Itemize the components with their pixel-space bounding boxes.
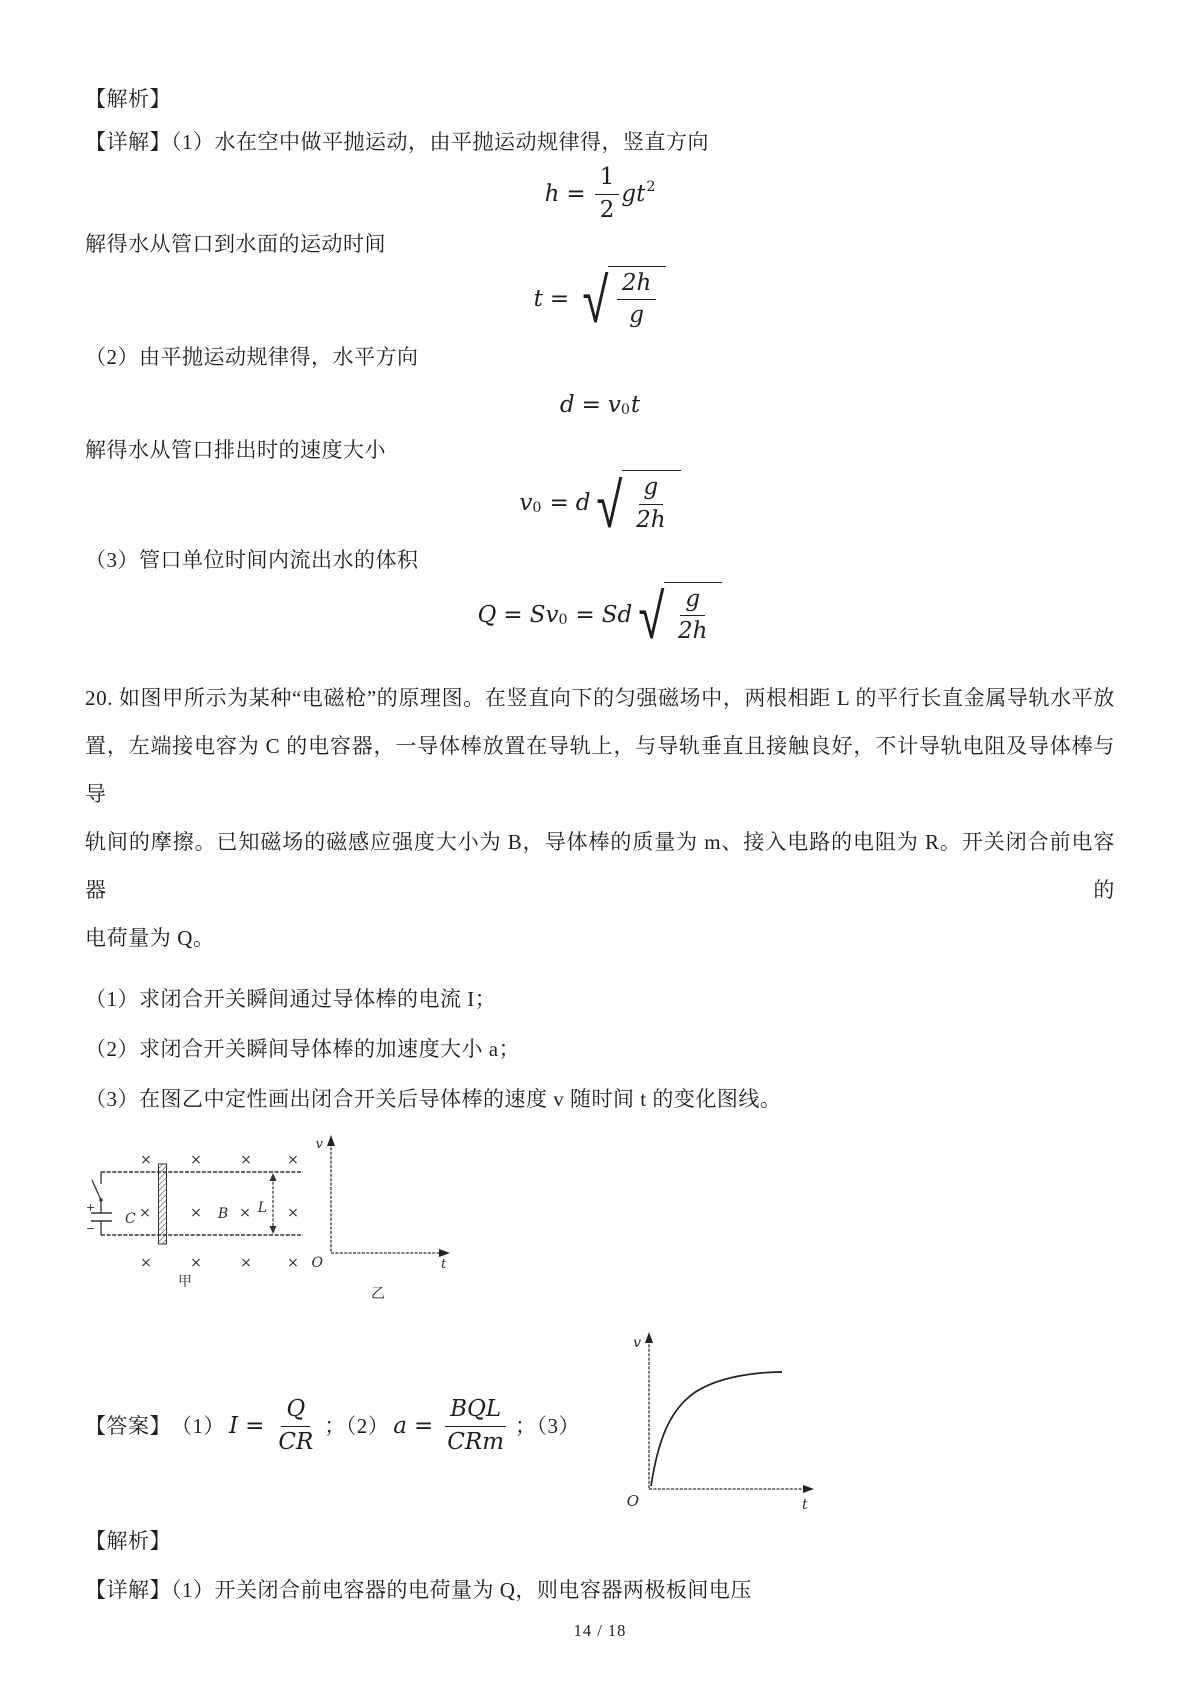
page-number: 14 / 18	[573, 1621, 627, 1640]
part2-line: （2）由平抛运动规律得，水平方向	[85, 345, 419, 369]
problem-20-line-2: 置，左端接电容为 C 的电容器，一导体棒放置在导轨上，与导轨垂直且接触良好，不计导轨电阻及导体棒与导	[85, 734, 1115, 806]
fraction-g-2h	[631, 474, 670, 535]
square-root	[634, 579, 722, 654]
equals-sign: =	[575, 601, 595, 628]
problem-20-line-4: 电荷量为 Q。	[85, 926, 215, 950]
numerator: g	[639, 474, 664, 505]
field-label: B	[217, 1206, 229, 1222]
capacitor-minus-label: −	[86, 1222, 96, 1235]
answer-vt-graph	[606, 1329, 821, 1521]
var-gt: gt	[621, 181, 646, 208]
empty-axes-yi	[293, 1130, 458, 1310]
formula-flow-math	[477, 579, 723, 654]
field-cross-icon: ×	[287, 1205, 299, 1221]
field-cross-icon: ×	[139, 1205, 151, 1221]
formula-height-math	[545, 164, 656, 225]
formula-distance	[85, 387, 1115, 423]
answer-part1-marker: （1）	[171, 1413, 225, 1438]
field-cross-icon: ×	[287, 1255, 299, 1271]
var-d: d	[559, 392, 575, 418]
equals-sign: =	[566, 181, 586, 208]
field-cross-icon: ×	[240, 1255, 252, 1271]
v-axis-arrowhead	[327, 1135, 335, 1146]
formula-height	[85, 164, 1115, 225]
fraction-g-2h	[673, 586, 712, 647]
var-q: Q	[477, 601, 497, 628]
answer-acceleration-formula	[393, 1396, 511, 1457]
field-cross-icon: ×	[240, 1152, 252, 1168]
analysis-heading-2: 【解析】	[85, 1529, 171, 1553]
answer-part2-marker: ；（2）	[324, 1413, 390, 1438]
rail-gap-label: L	[257, 1200, 267, 1216]
equals-sign: =	[245, 1413, 265, 1439]
radicand	[622, 470, 680, 537]
detail-paragraph-1: 【详解】（1）水在空中做平抛运动，由平抛运动规律得，竖直方向	[85, 130, 709, 154]
var-v: v	[607, 392, 621, 418]
numerator: 1	[595, 164, 620, 195]
var-t: t	[630, 392, 641, 418]
radical-sign: √	[638, 579, 665, 654]
question-2: （2）求闭合开关瞬间导体棒的加速度大小 a；	[85, 1037, 521, 1061]
fraction-q-cr	[273, 1396, 318, 1457]
question-3: （3）在图乙中定性画出闭合开关后导体棒的速度 v 随时间 t 的变化图线。	[85, 1087, 782, 1111]
problem-20-questions	[85, 974, 1115, 1124]
radicand	[664, 582, 722, 649]
var-d: d	[575, 490, 591, 517]
v-axis-label: v	[315, 1137, 323, 1152]
denominator: 2h	[636, 506, 666, 533]
v-axis-arrowhead	[645, 1332, 653, 1343]
problem-20-line-3: 轨间的摩擦。已知磁场的磁感应强度大小为 B，导体棒的质量为 m、接入电路的电阻为 R。开关闭合前电容器的	[85, 830, 1115, 902]
var-i: I	[229, 1413, 239, 1439]
field-cross-icon: ×	[190, 1255, 202, 1271]
capacitor-plus-label: +	[86, 1201, 96, 1214]
numerator: g	[680, 586, 705, 617]
var-sd: Sd	[601, 601, 633, 628]
t-axis-label: t	[802, 1497, 808, 1513]
equals-sign: =	[414, 1413, 434, 1439]
t-axis-arrowhead	[439, 1249, 450, 1257]
fraction-one-half	[595, 164, 620, 225]
field-cross-icon: ×	[239, 1205, 251, 1221]
conductor-bar	[159, 1164, 167, 1244]
denominator: 2	[599, 196, 615, 223]
formula-time-math	[533, 263, 667, 338]
formula-speed-math	[519, 467, 680, 542]
denominator: CRm	[447, 1428, 505, 1455]
var-a: a	[393, 1413, 408, 1439]
equals-sign: =	[503, 601, 523, 628]
denominator: g	[629, 302, 644, 329]
circuit-diagram-jia	[85, 1134, 307, 1296]
fraction-2h-g	[617, 270, 656, 331]
t-axis-arrowhead	[803, 1485, 814, 1493]
numerator: BQL	[445, 1396, 506, 1427]
detail-paragraph-2: 【详解】（1）开关闭合前电容器的电荷量为 Q，则电容器两极板间电压	[85, 1578, 752, 1602]
numerator: 2h	[617, 270, 656, 301]
denominator: CR	[278, 1428, 314, 1455]
origin-label: O	[626, 1492, 640, 1510]
formula-distance-math	[560, 392, 640, 418]
equals-sign: =	[581, 392, 601, 418]
figure-jia-caption: 甲	[178, 1274, 192, 1290]
var-t: t	[533, 285, 543, 312]
subscript-0: 0	[558, 611, 568, 628]
field-cross-icon: ×	[287, 1152, 299, 1168]
formula-time	[85, 263, 1115, 338]
formula-speed	[85, 467, 1115, 542]
denominator: 2h	[678, 618, 708, 645]
v-axis-label: v	[633, 1335, 642, 1351]
numerator: Q	[281, 1396, 310, 1427]
equals-sign: =	[549, 285, 570, 312]
field-cross-icon: ×	[190, 1205, 202, 1221]
part3-line: （3）管口单位时间内流出水的体积	[85, 547, 419, 572]
answer-current-formula	[229, 1396, 320, 1457]
radical-sign: √	[596, 467, 623, 542]
formula-flow	[85, 579, 1115, 654]
origin-label: O	[311, 1255, 323, 1271]
figure-yi-caption: 乙	[371, 1286, 385, 1302]
superscript-2: 2	[646, 179, 656, 196]
square-root	[592, 467, 680, 542]
answer-label: 【答案】	[85, 1413, 171, 1438]
var-v: v	[519, 490, 533, 517]
arrowhead-up	[270, 1173, 277, 1181]
question-1: （1）求闭合开关瞬间通过导体棒的电流 I；	[85, 987, 497, 1011]
answer-line	[85, 1330, 1115, 1522]
subscript-0: 0	[620, 401, 630, 418]
arrowhead-down	[270, 1226, 277, 1234]
equals-sign: =	[549, 490, 569, 517]
capacitor-label: C	[125, 1211, 136, 1227]
figure-row	[85, 1134, 1115, 1330]
var-sv: Sv	[529, 601, 559, 628]
field-cross-icon: ×	[190, 1152, 202, 1168]
var-h: h	[544, 181, 560, 208]
t-axis-label: t	[441, 1257, 447, 1272]
subscript-0: 0	[532, 500, 542, 517]
problem-20-line-1: 20. 如图甲所示为某种“电磁枪”的原理图。在竖直向下的匀强磁场中，两根相距 L 的平行长直金属导轨水平放	[85, 686, 1115, 710]
radicand	[608, 266, 666, 333]
field-cross-icon: ×	[140, 1255, 152, 1271]
analysis-heading-1: 【解析】	[85, 87, 171, 111]
fraction-bql-crm	[442, 1396, 509, 1457]
answer-part3-marker: ；（3）	[515, 1413, 581, 1438]
radical-sign: √	[582, 263, 609, 338]
field-cross-icon: ×	[140, 1152, 152, 1168]
velocity-curve	[651, 1372, 782, 1486]
solve-speed-line: 解得水从管口排出时的速度大小	[85, 438, 386, 462]
square-root	[578, 263, 666, 338]
switch-lever	[92, 1180, 101, 1200]
solve-time-line: 解得水从管口到水面的运动时间	[85, 231, 386, 256]
problem-20-statement	[85, 674, 1115, 962]
